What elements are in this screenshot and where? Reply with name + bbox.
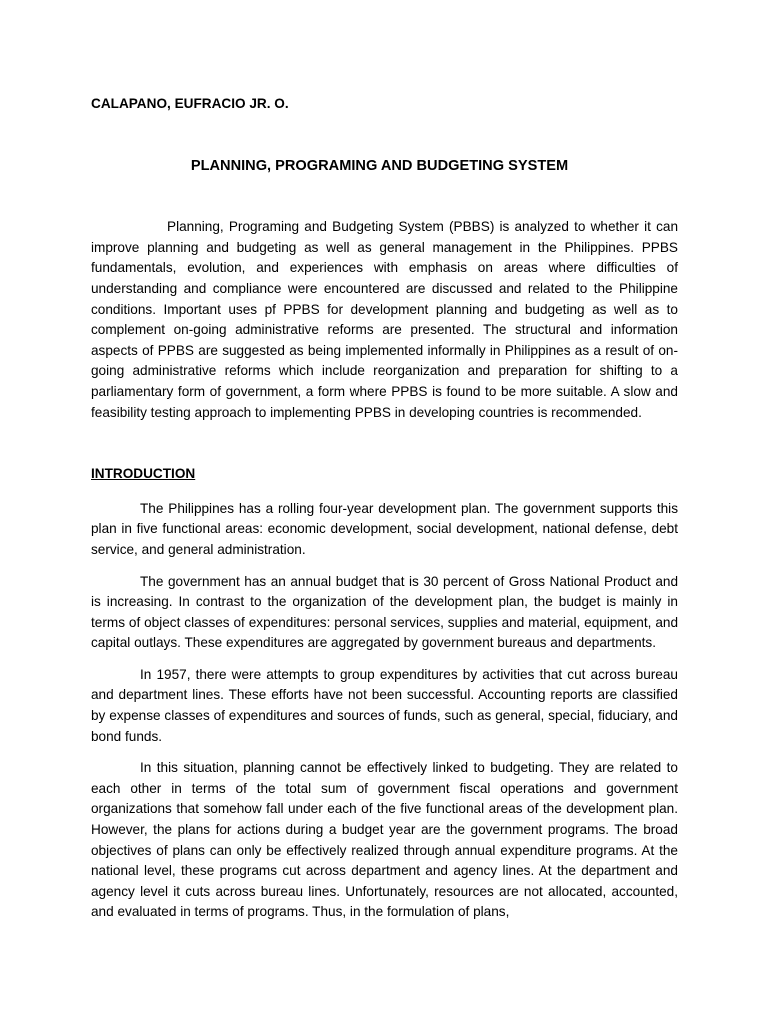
body-paragraph: The Philippines has a rolling four-year development plan. The government supports this plan in five functional areas: economic development, social development, national defense, debt service, and general administration. bbox=[91, 500, 678, 557]
abstract-paragraph: Planning, Programing and Budgeting System (PBBS) is analyzed to whether it can improve planning and budgeting as well as general management in the Philippines. PPBS fundamentals, evolution, and experiences with emphasis on areas where difficulties of understanding and compliance were encountered are discussed and related to the Philippine conditions. Important uses pf PPBS for development planning and budgeting as well as to complement on-going administrative reforms are presented. The structural and information aspects of PPBS are suggested as being implemented informally in Philippines as a result of on-going administrative reforms which include reorganization and preparation for shifting to a parliamentary form of government, a form where PPBS is found to be more suitable. A slow and feasibility testing approach to implementing PPBS in developing countries is recommended. bbox=[91, 219, 678, 420]
body-paragraph: In 1957, there were attempts to group expenditures by activities that cut across bureau and department lines. These efforts have not been successful. Accounting reports are classified by expense classes of expenditures and sources of funds, such as general, special, fiduciary, and bond funds. bbox=[91, 666, 678, 744]
document-title: PLANNING, PROGRAMING AND BUDGETING SYSTEM bbox=[190, 157, 569, 174]
author-name: CALAPANO, EUFRACIO JR. O. bbox=[91, 96, 289, 111]
document-body bbox=[91, 94, 678, 923]
body-paragraph: The government has an annual budget that is 30 percent of Gross National Product and is increasing. In contrast to the organization of the development plan, the budget is mainly in terms of object classes of expenditures: personal services, supplies and material, equipment, and capital outlays. These expenditures are aggregated by government bureaus and departments. bbox=[91, 573, 678, 651]
body-paragraph: In this situation, planning cannot be effectively linked to budgeting. They are related to each other in terms of the total sum of government fiscal operations and government organizations that somehow fall under each of the five functional areas of the development plan. However, the plans for actions during a budget year are the government programs. The broad objectives of plans can only be effectively realized through annual expenditure programs. At the national level, these programs cut across department and agency lines. At the department and agency level it cuts across bureau lines. Unfortunately, resources are not allocated, accounted, and evaluated in terms of programs. Thus, in the formulation of plans, bbox=[91, 760, 678, 920]
section-heading-introduction: INTRODUCTION bbox=[91, 466, 196, 482]
